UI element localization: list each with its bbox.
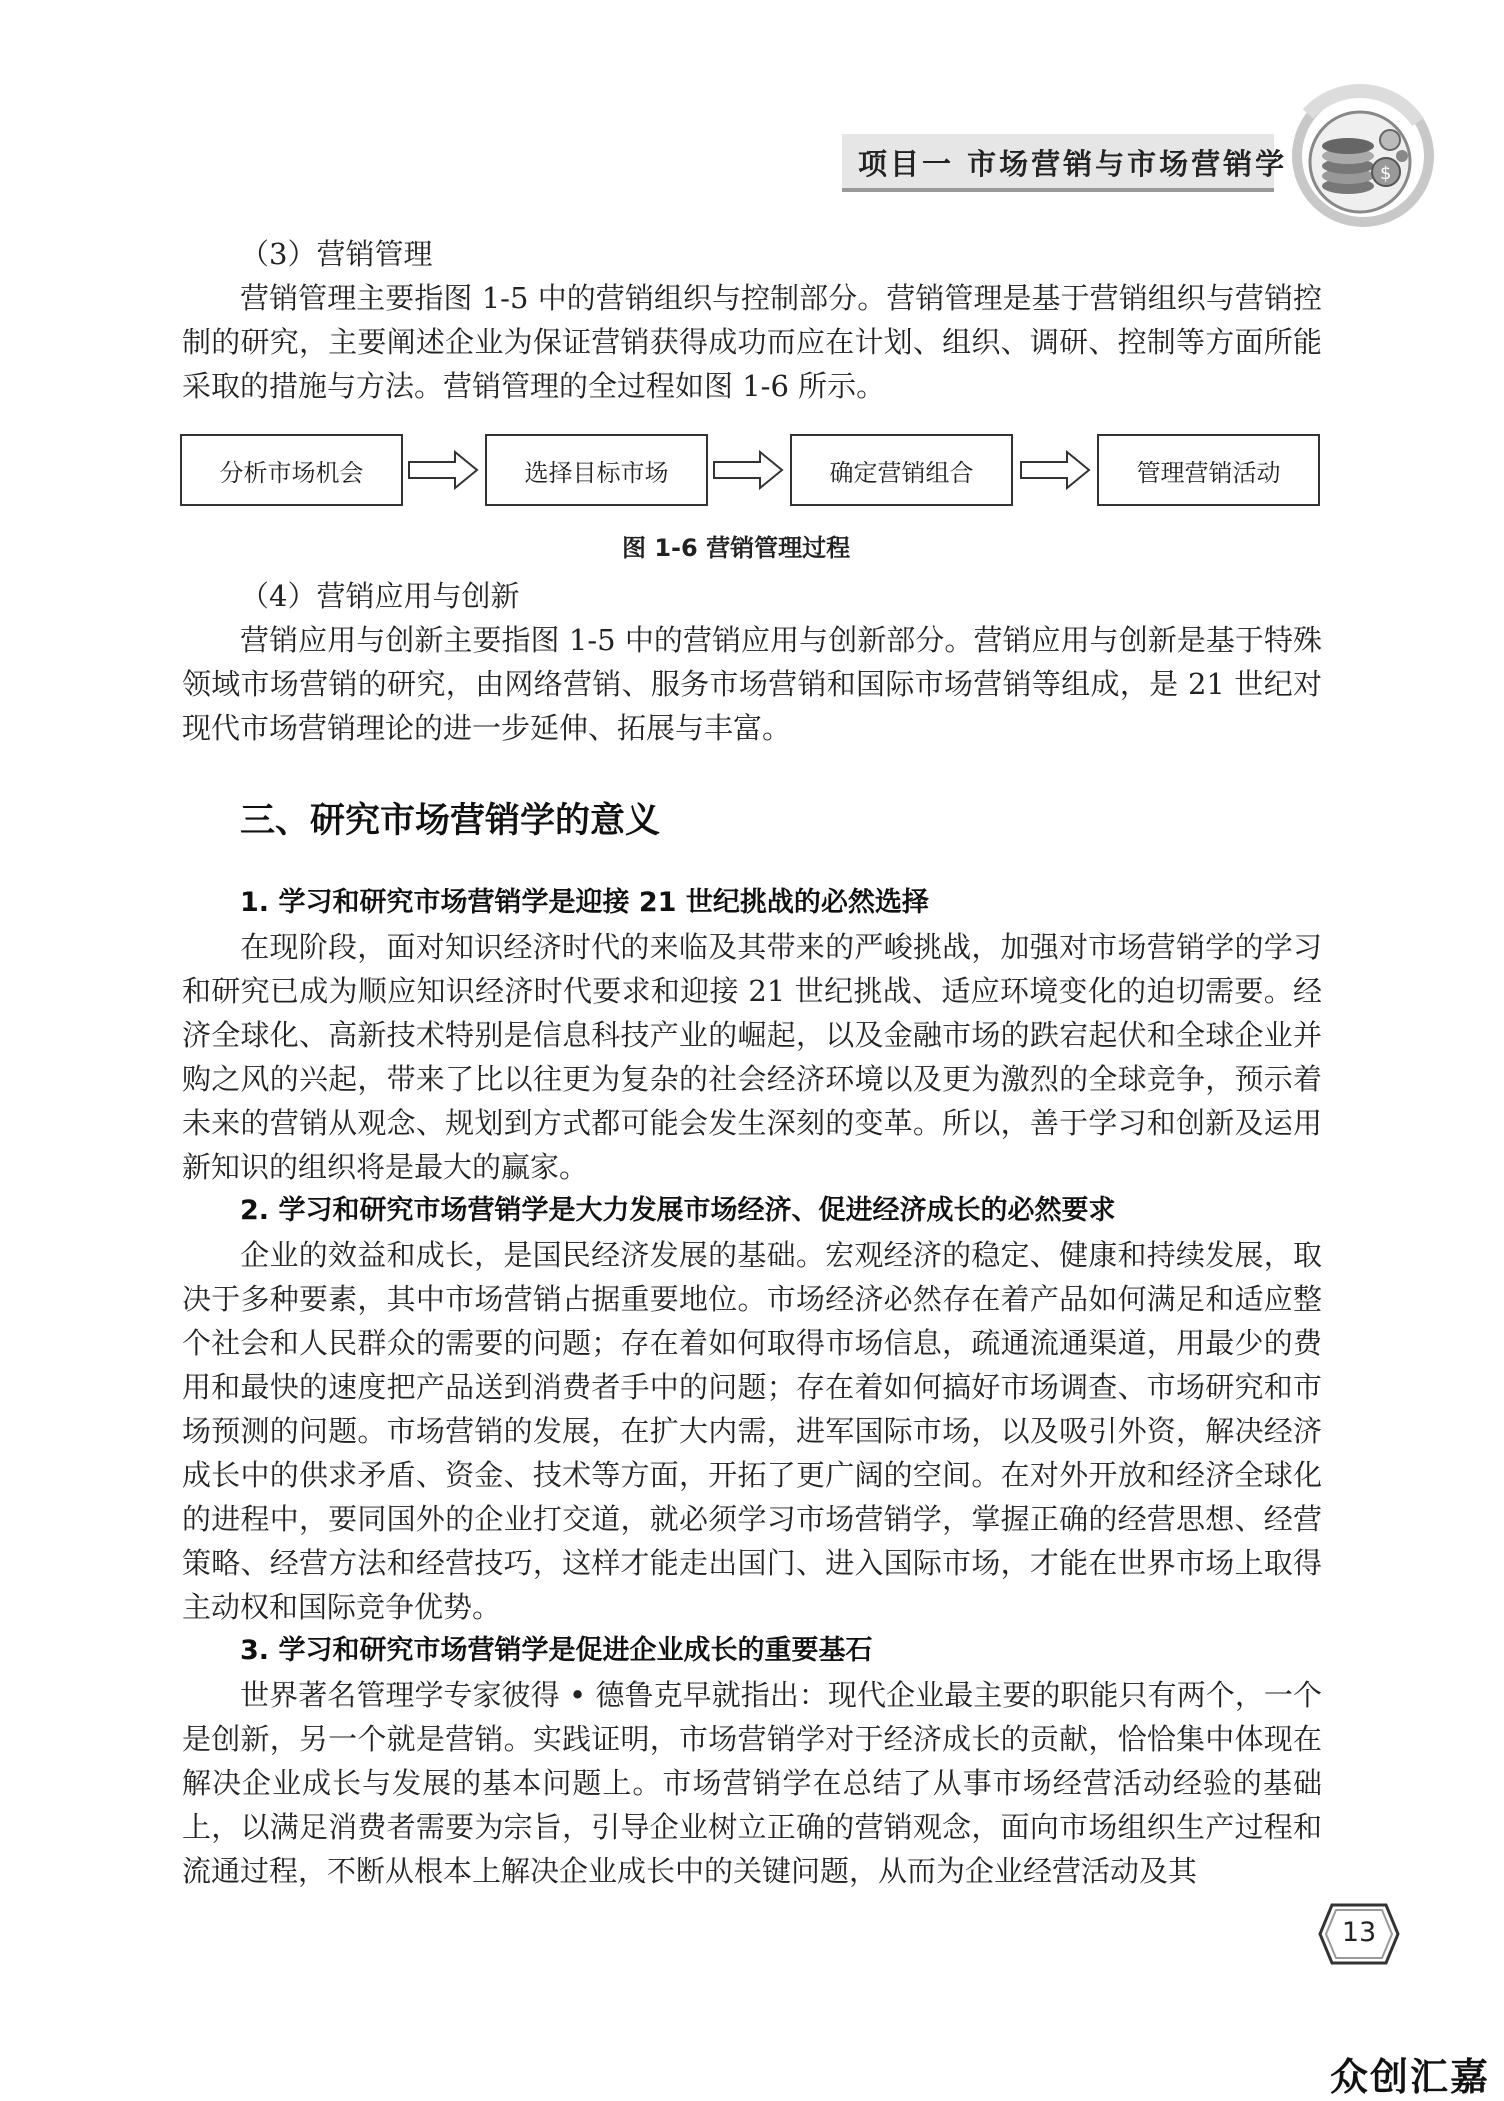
right-arrow-icon bbox=[712, 450, 784, 490]
page-number: 13 bbox=[1341, 1917, 1377, 1948]
paragraph-text: 世界著名管理学专家彼得 • 德鲁克早就指出：现代企业最主要的职能只有两个，一个是创新，另一个就是营销。实践证明，市场营销学对于经济成长的贡献，恰恰集中体现在解决企业成长与发展的基本问题上。市场营销学在总结了从事市场经营活动经验的基础上，以满足消费者需要为宗旨，引导企业树立正确的营销观念，面向市场组织生产过程和流通过程，不断从根本上解决企业成长中的关键问题，从而为企业经营活动及其 bbox=[182, 1678, 1322, 1888]
paragraph bbox=[182, 1673, 1322, 1893]
paragraph bbox=[182, 925, 1322, 1189]
watermark: 众创汇嘉 bbox=[1330, 2055, 1491, 2099]
svg-text:$: $ bbox=[1380, 163, 1392, 184]
paragraph bbox=[182, 1233, 1322, 1629]
flow-step-box: 确定营销组合 bbox=[790, 434, 1013, 506]
paragraph-text: 在现阶段，面对知识经济时代的来临及其带来的严峻挑战，加强对市场营销学的学习和研究已成为顺应知识经济时代要求和迎接 21 世纪挑战、适应环境变化的迫切需要。经济全球化、高新技术特别是信息科技产业的崛起，以及金融市场的跌宕起伏和全球企业并购之风的兴起，带来了比以往更为复杂的社会经济环境以及更为激烈的全球竞争，预示着未来的营销从观念、规划到方式都可能会发生深刻的变革。所以，善于学习和创新及运用新知识的组织将是最大的赢家。 bbox=[182, 930, 1322, 1184]
right-arrow-icon bbox=[1019, 450, 1091, 490]
paragraph bbox=[182, 276, 1322, 408]
right-arrow-icon bbox=[407, 450, 479, 490]
flow-step-box: 选择目标市场 bbox=[485, 434, 708, 506]
paragraph bbox=[182, 618, 1322, 750]
flow-step-box: 管理营销活动 bbox=[1097, 434, 1320, 506]
subsection-heading: （4）营销应用与创新 bbox=[240, 579, 520, 613]
paragraph-text: 企业的效益和成长，是国民经济发展的基础。宏观经济的稳定、健康和持续发展，取决于多种要素，其中市场营销占据重要地位。市场经济必然存在着产品如何满足和适应整个社会和人民群众的需要的问题；存在着如何取得市场信息，疏通流通渠道，用最少的费用和最快的速度把产品送到消费者手中的问题；存在着如何搞好市场调查、市场研究和市场预测的问题。市场营销的发展，在扩大内需，进军国际市场，以及吸引外资，解决经济成长中的供求矛盾、资金、技术等方面，开拓了更广阔的空间。在对外开放和经济全球化的进程中，要同国外的企业打交道，就必须学习市场营销学，掌握正确的经营思想、经营策略、经营方法和经营技巧，这样才能走出国门、进入国际市场，才能在世界市场上取得主动权和国际竞争优势。 bbox=[182, 1238, 1322, 1624]
flow-step-box: 分析市场机会 bbox=[180, 434, 403, 506]
chapter-header-title: 项目一 市场营销与市场营销学 bbox=[858, 147, 1288, 181]
figure-caption: 图 1-6 营销管理过程 bbox=[622, 534, 851, 562]
item-title: 3. 学习和研究市场营销学是促进企业成长的重要基石 bbox=[240, 1635, 873, 1666]
paragraph-text: 营销应用与创新主要指图 1-5 中的营销应用与创新部分。营销应用与创新是基于特殊领域市场营销的研究，由网络营销、服务市场营销和国际市场营销等组成，是 21 世纪对现代市场营销理论的进一步延伸、拓展与丰富。 bbox=[182, 623, 1322, 745]
section-heading: 三、研究市场营销学的意义 bbox=[240, 801, 661, 841]
coins-emblem-icon bbox=[1268, 74, 1438, 234]
subsection-heading: （3）营销管理 bbox=[240, 237, 433, 271]
item-title: 2. 学习和研究市场营销学是大力发展市场经济、促进经济成长的必然要求 bbox=[240, 1195, 1116, 1226]
paragraph-text: 营销管理主要指图 1-5 中的营销组织与控制部分。营销管理是基于营销组织与营销控制的研究，主要阐述企业为保证营销获得成功而应在计划、组织、调研、控制等方面所能采取的措施与方法。营销管理的全过程如图 1-6 所示。 bbox=[182, 281, 1322, 403]
item-title: 1. 学习和研究市场营销学是迎接 21 世纪挑战的必然选择 bbox=[240, 887, 929, 918]
